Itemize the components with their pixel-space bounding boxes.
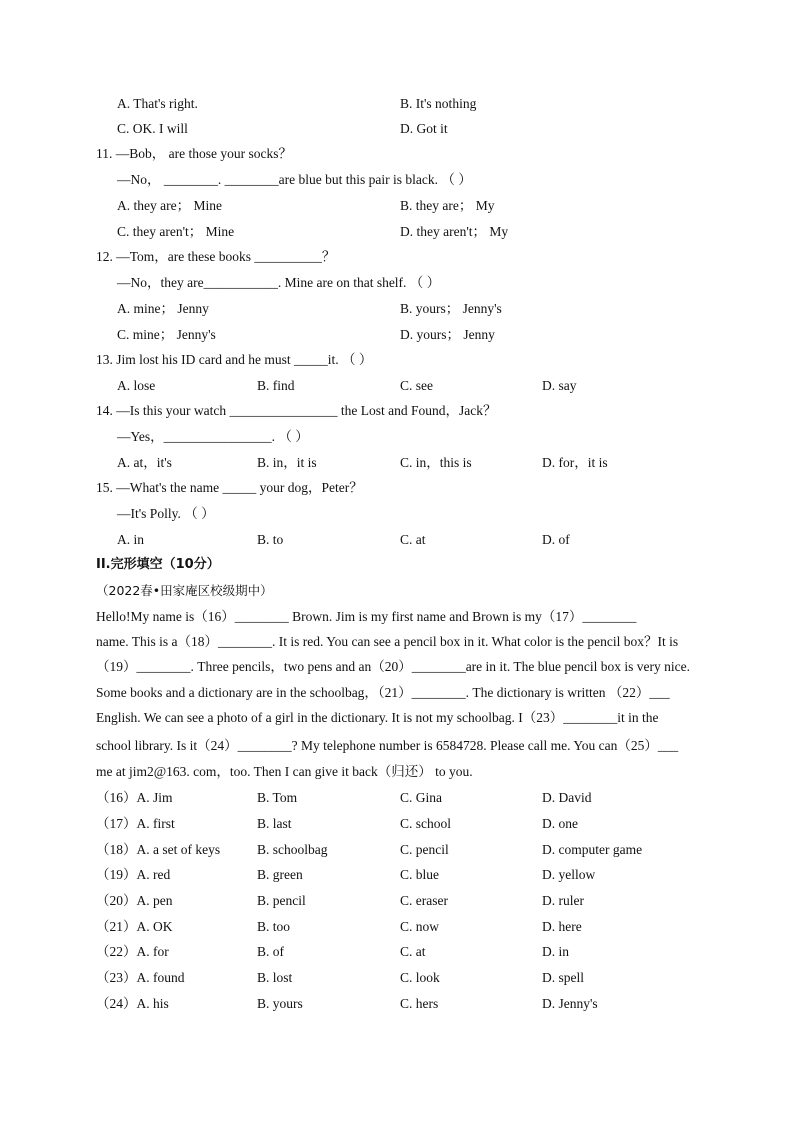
option-20-d: D. ruler <box>542 893 584 908</box>
option-19-d: D. yellow <box>542 867 596 882</box>
option-24-d: D. Jenny's <box>542 996 598 1011</box>
q15-option-d: D. of <box>542 532 570 547</box>
option-17-b: B. last <box>257 816 292 831</box>
passage-line: （19）________. Three pencils，two pens and an（20）________are in it. The blue pencil box is very nice. <box>96 659 690 674</box>
passage-line: Some books and a dictionary are in the schoolbag，（21）________. The dictionary is written （22）___ <box>96 685 670 700</box>
q10-option-d: D. Got it <box>400 121 448 136</box>
passage-line: school library. Is it（24）________? My telephone number is 6584728. Please call me. You can（25）___ <box>96 738 679 753</box>
option-row-19: （19）A. red <box>96 867 171 882</box>
option-24-b: B. yours <box>257 996 303 1011</box>
q11-option-d: D. they aren't； My <box>400 224 509 239</box>
option-row-22: （22）A. for <box>96 944 169 959</box>
option-23-b: B. lost <box>257 970 293 985</box>
option-row-18: （18）A. a set of keys <box>96 842 221 857</box>
q13-option-c: C. see <box>400 378 433 393</box>
option-24-c: C. hers <box>400 996 439 1011</box>
q13-option-a: A. lose <box>117 378 156 393</box>
option-row-21: （21）A. OK <box>96 919 173 934</box>
q10-option-a: A. That's right. <box>117 96 198 111</box>
option-row-17: （17）A. first <box>96 816 175 831</box>
passage-line: English. We can see a photo of a girl in the dictionary. It is not my schoolbag. I（23）________it in the <box>96 710 659 725</box>
q14-stem: 14. —Is this your watch ________________ the Lost and Found，Jack？ <box>96 403 497 418</box>
option-18-d: D. computer game <box>542 842 643 857</box>
option-16-b: B. Tom <box>257 790 298 805</box>
section-source: （2022春•田家庵区校级期中） <box>96 583 273 598</box>
option-row-20: （20）A. pen <box>96 893 173 908</box>
option-18-c: C. pencil <box>400 842 449 857</box>
option-23-c: C. look <box>400 970 440 985</box>
option-21-c: C. now <box>400 919 440 934</box>
q12-reply: —No，they are___________. Mine are on that shelf. （ ） <box>117 275 441 290</box>
option-21-d: D. here <box>542 919 582 934</box>
q15-stem: 15. —What's the name _____ your dog，Peter？ <box>96 480 363 495</box>
q11-option-c: C. they aren't； Mine <box>117 224 235 239</box>
q10-option-c: C. OK. I will <box>117 121 188 136</box>
q12-option-c: C. mine； Jenny's <box>117 327 216 342</box>
passage-line: me at jim2@163. com，too. Then I can give it back（归还） to you. <box>96 764 473 779</box>
passage-line: name. This is a（18）________. It is red. You can see a pencil box in it. What color is the pencil box？It is <box>96 634 679 649</box>
q11-option-a: A. they are； Mine <box>117 198 222 213</box>
q15-option-b: B. to <box>257 532 284 547</box>
q13-stem: 13. Jim lost his ID card and he must _____it. （ ） <box>96 352 373 367</box>
option-row-16: （16）A. Jim <box>96 790 173 805</box>
option-22-c: C. at <box>400 944 426 959</box>
q12-stem: 12. —Tom，are these books __________？ <box>96 249 336 264</box>
option-row-24: （24）A. his <box>96 996 169 1011</box>
q11-option-b: B. they are； My <box>400 198 495 213</box>
section-heading: II.完形填空（10分） <box>96 557 220 572</box>
option-19-c: C. blue <box>400 867 439 882</box>
q15-reply: —It's Polly. （ ） <box>117 506 215 521</box>
passage-line: Hello!My name is（16）________ Brown. Jim is my first name and Brown is my（17）________ <box>96 609 637 624</box>
option-16-c: C. Gina <box>400 790 442 805</box>
q14-option-b: B. in，it is <box>257 455 317 470</box>
q13-option-d: D. say <box>542 378 577 393</box>
option-23-d: D. spell <box>542 970 584 985</box>
q12-option-d: D. yours； Jenny <box>400 327 495 342</box>
option-row-23: （23）A. found <box>96 970 185 985</box>
q14-option-a: A. at，it's <box>117 455 172 470</box>
option-17-d: D. one <box>542 816 578 831</box>
q12-option-a: A. mine； Jenny <box>117 301 209 316</box>
option-18-b: B. schoolbag <box>257 842 328 857</box>
option-22-d: D. in <box>542 944 569 959</box>
option-22-b: B. of <box>257 944 284 959</box>
q14-option-c: C. in，this is <box>400 455 472 470</box>
q15-option-c: C. at <box>400 532 426 547</box>
q11-reply: —No， ________. ________are blue but this pair is black. （ ） <box>117 172 472 187</box>
option-21-b: B. too <box>257 919 291 934</box>
q12-option-b: B. yours； Jenny's <box>400 301 502 316</box>
option-17-c: C. school <box>400 816 452 831</box>
q13-option-b: B. find <box>257 378 295 393</box>
option-20-b: B. pencil <box>257 893 306 908</box>
q10-option-b: B. It's nothing <box>400 96 477 111</box>
q11-stem: 11. —Bob， are those your socks？ <box>96 146 292 161</box>
q14-reply: —Yes，________________. （ ） <box>117 429 309 444</box>
q14-option-d: D. for，it is <box>542 455 608 470</box>
option-16-d: D. David <box>542 790 592 805</box>
q15-option-a: A. in <box>117 532 144 547</box>
option-19-b: B. green <box>257 867 303 882</box>
option-20-c: C. eraser <box>400 893 448 908</box>
